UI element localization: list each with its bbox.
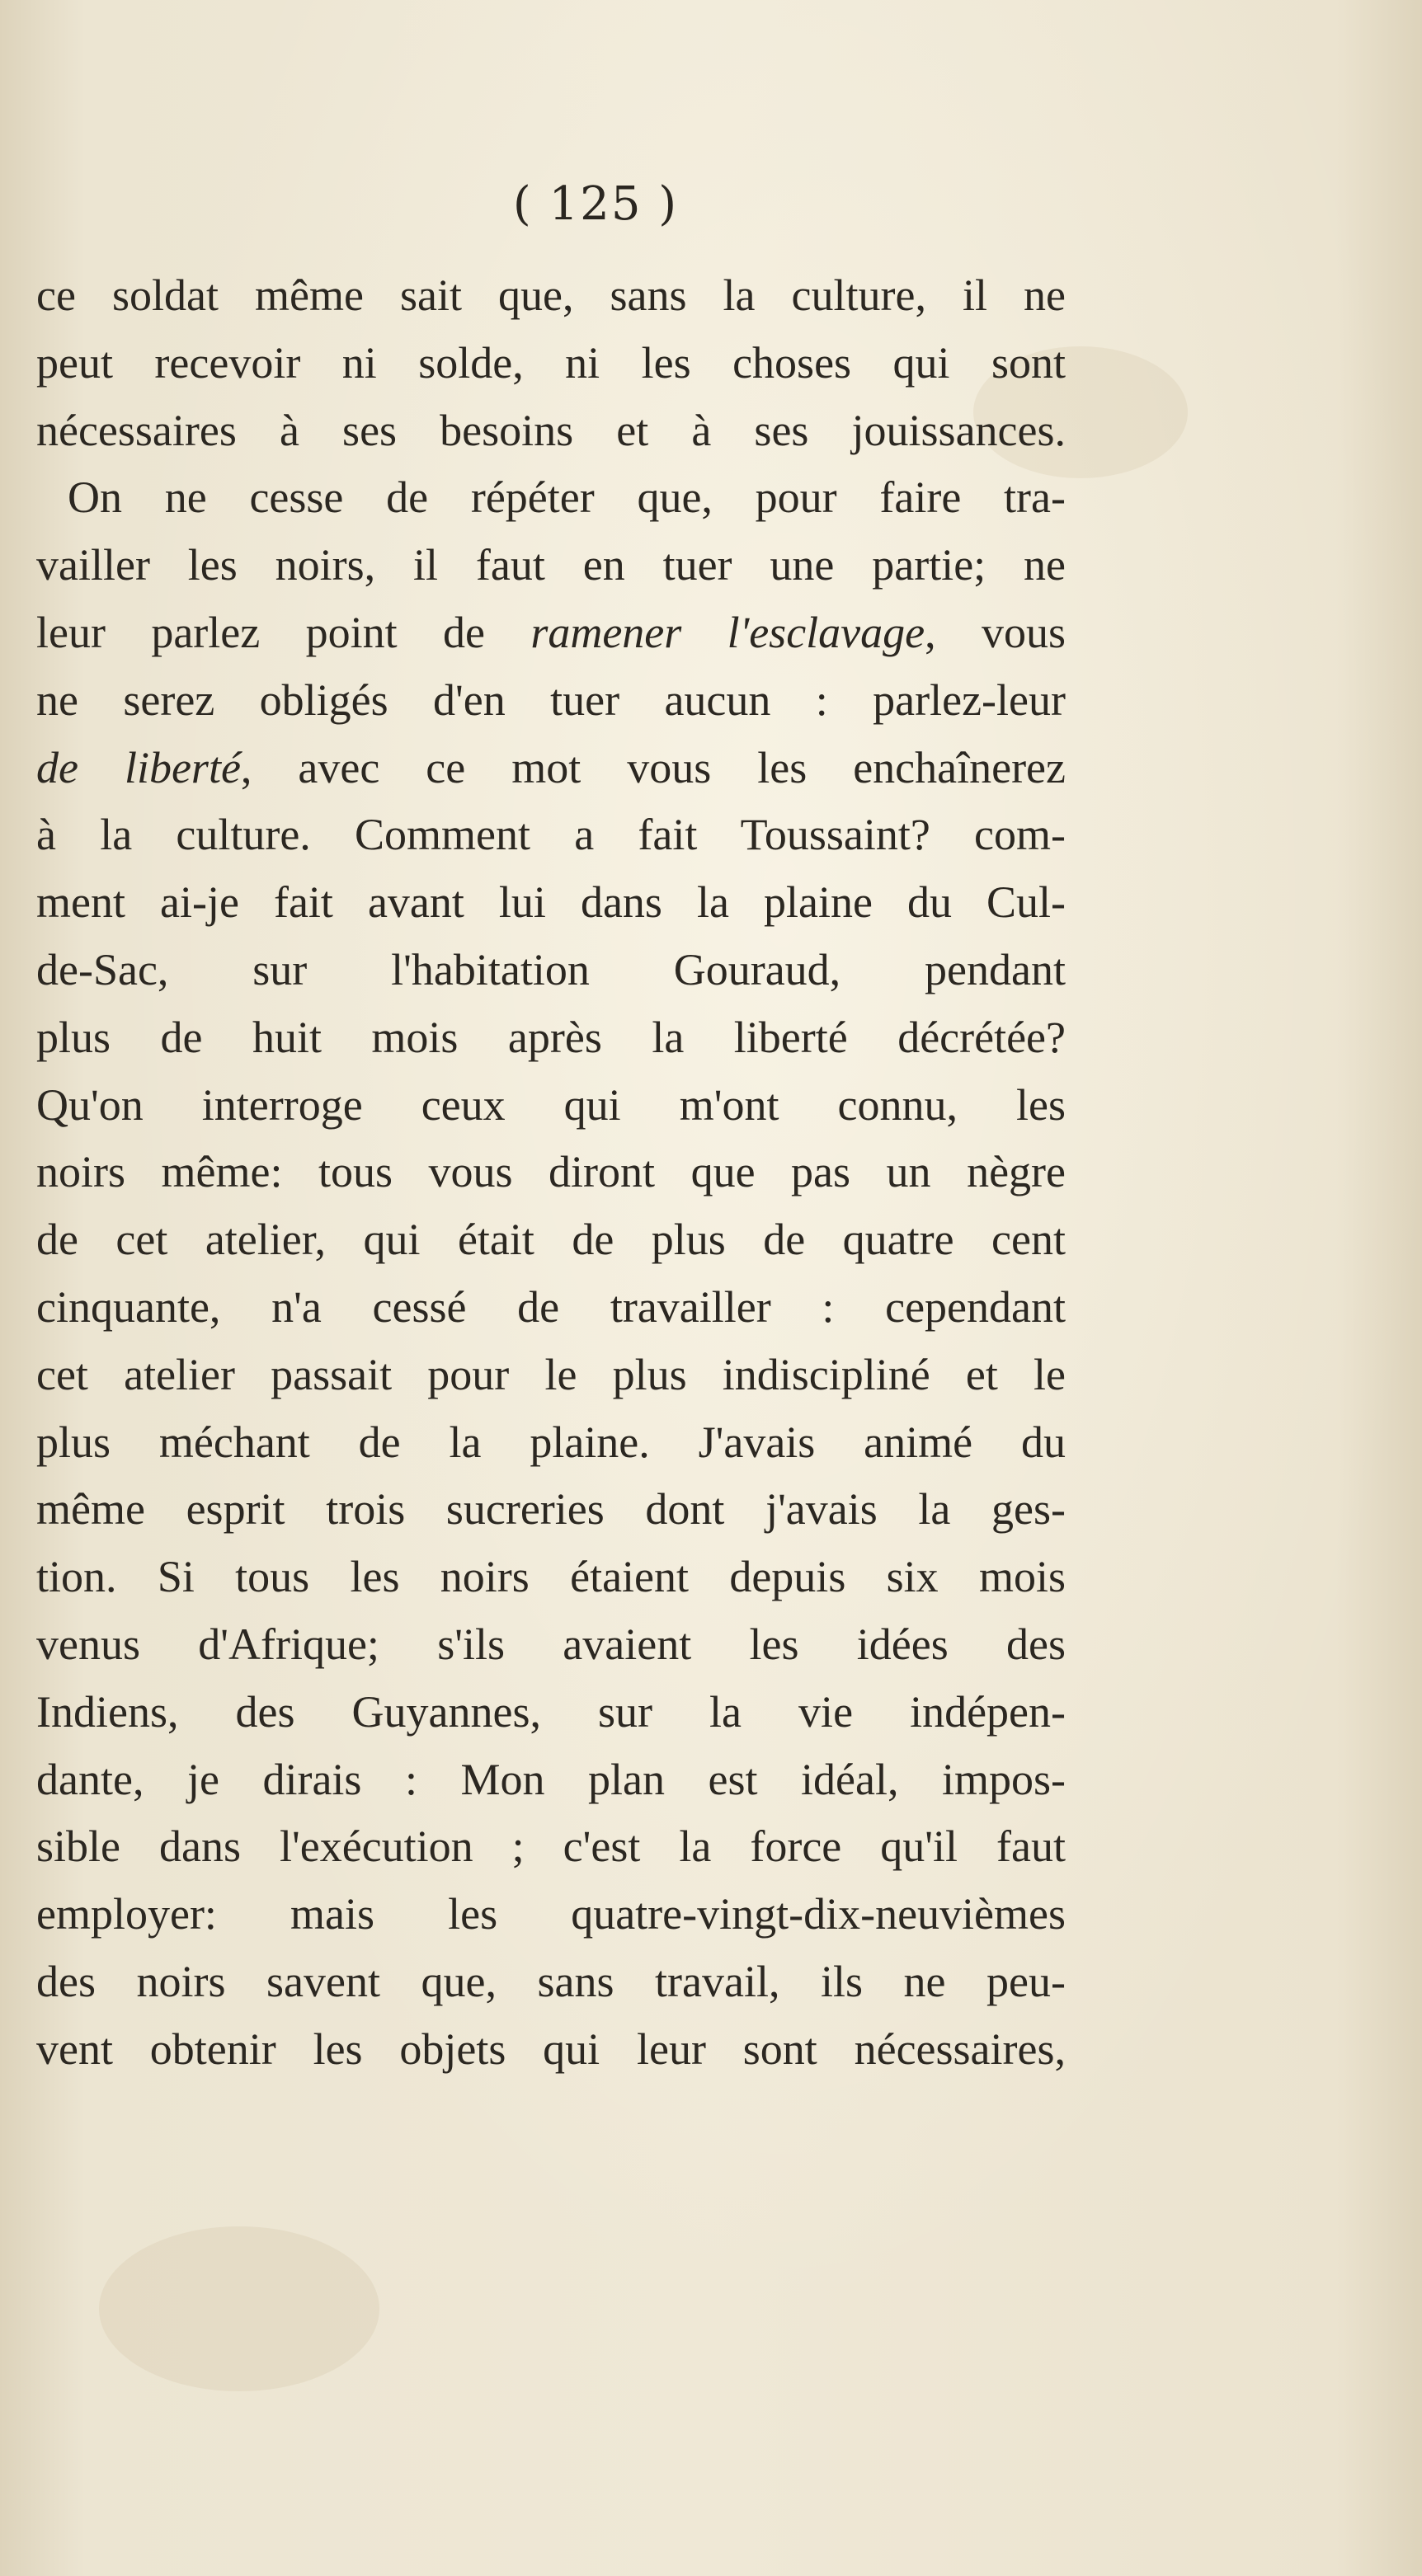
page-number: ( 125 ) — [512, 177, 679, 231]
text-line: plus méchant de la plaine. J'avais animé du — [36, 1417, 1066, 1467]
text-line: vailler les noirs, il faut en tuer une partie; ne — [36, 540, 1066, 590]
text-line: Qu'on interroge ceux qui m'ont connu, les — [36, 1079, 1066, 1130]
text-line: plus de huit mois après la liberté décrétée? — [36, 1012, 1066, 1062]
text-line: venus d'Afrique; s'ils avaient les idées des — [36, 1619, 1066, 1669]
text-line: tion. Si tous les noirs étaient depuis six mois — [36, 1552, 1066, 1602]
text-line: noirs même: tous vous diront que pas un nègre — [36, 1147, 1066, 1197]
text-line: sible dans l'exécution ; c'est la force qu'il faut — [36, 1822, 1066, 1872]
text-line: de-Sac, sur l'habitation Gouraud, pendant — [36, 944, 1066, 994]
text-line: vent obtenir les objets qui leur sont nécessaires, — [36, 2024, 1066, 2074]
text-line: de liberté, avec ce mot vous les enchaînerez — [36, 742, 1066, 792]
text-line: leur parlez point de ramener l'esclavage, vous — [36, 607, 1066, 657]
paper-stain — [99, 2226, 379, 2391]
text-line: à la culture. Comment a fait Toussaint? com- — [36, 810, 1066, 860]
text-line: même esprit trois sucreries dont j'avais la ges- — [36, 1484, 1066, 1535]
text-line: ment ai-je fait avant lui dans la plaine du Cul- — [36, 877, 1066, 928]
text-line: de cet atelier, qui était de plus de quatre cent — [36, 1215, 1066, 1265]
text-line: ce soldat même sait que, sans la culture, il ne — [36, 270, 1066, 320]
italic-phrase: ramener l'esclavage — [530, 607, 925, 657]
text-line: On ne cesse de répéter que, pour faire tra- — [68, 472, 1066, 523]
text-line: cinquante, n'a cessé de travailler : cependant — [36, 1281, 1066, 1332]
text-line: nécessaires à ses besoins et à ses jouissances. — [36, 405, 1066, 455]
text-line: Indiens, des Guyannes, sur la vie indépen- — [36, 1686, 1066, 1737]
body-text — [36, 262, 1066, 2084]
italic-phrase: de liberté — [36, 742, 241, 792]
text-line: peut recevoir ni solde, ni les choses qui sont — [36, 337, 1066, 388]
text-line: dante, je dirais : Mon plan est idéal, impos- — [36, 1754, 1066, 1804]
text-line: cet atelier passait pour le plus indiscipliné et le — [36, 1349, 1066, 1399]
text-line: des noirs savent que, sans travail, ils ne peu- — [36, 1956, 1066, 2006]
text-line: ne serez obligés d'en tuer aucun : parlez-leur — [36, 675, 1066, 725]
text-line: employer: mais les quatre-vingt-dix-neuvièmes — [36, 1889, 1066, 1939]
